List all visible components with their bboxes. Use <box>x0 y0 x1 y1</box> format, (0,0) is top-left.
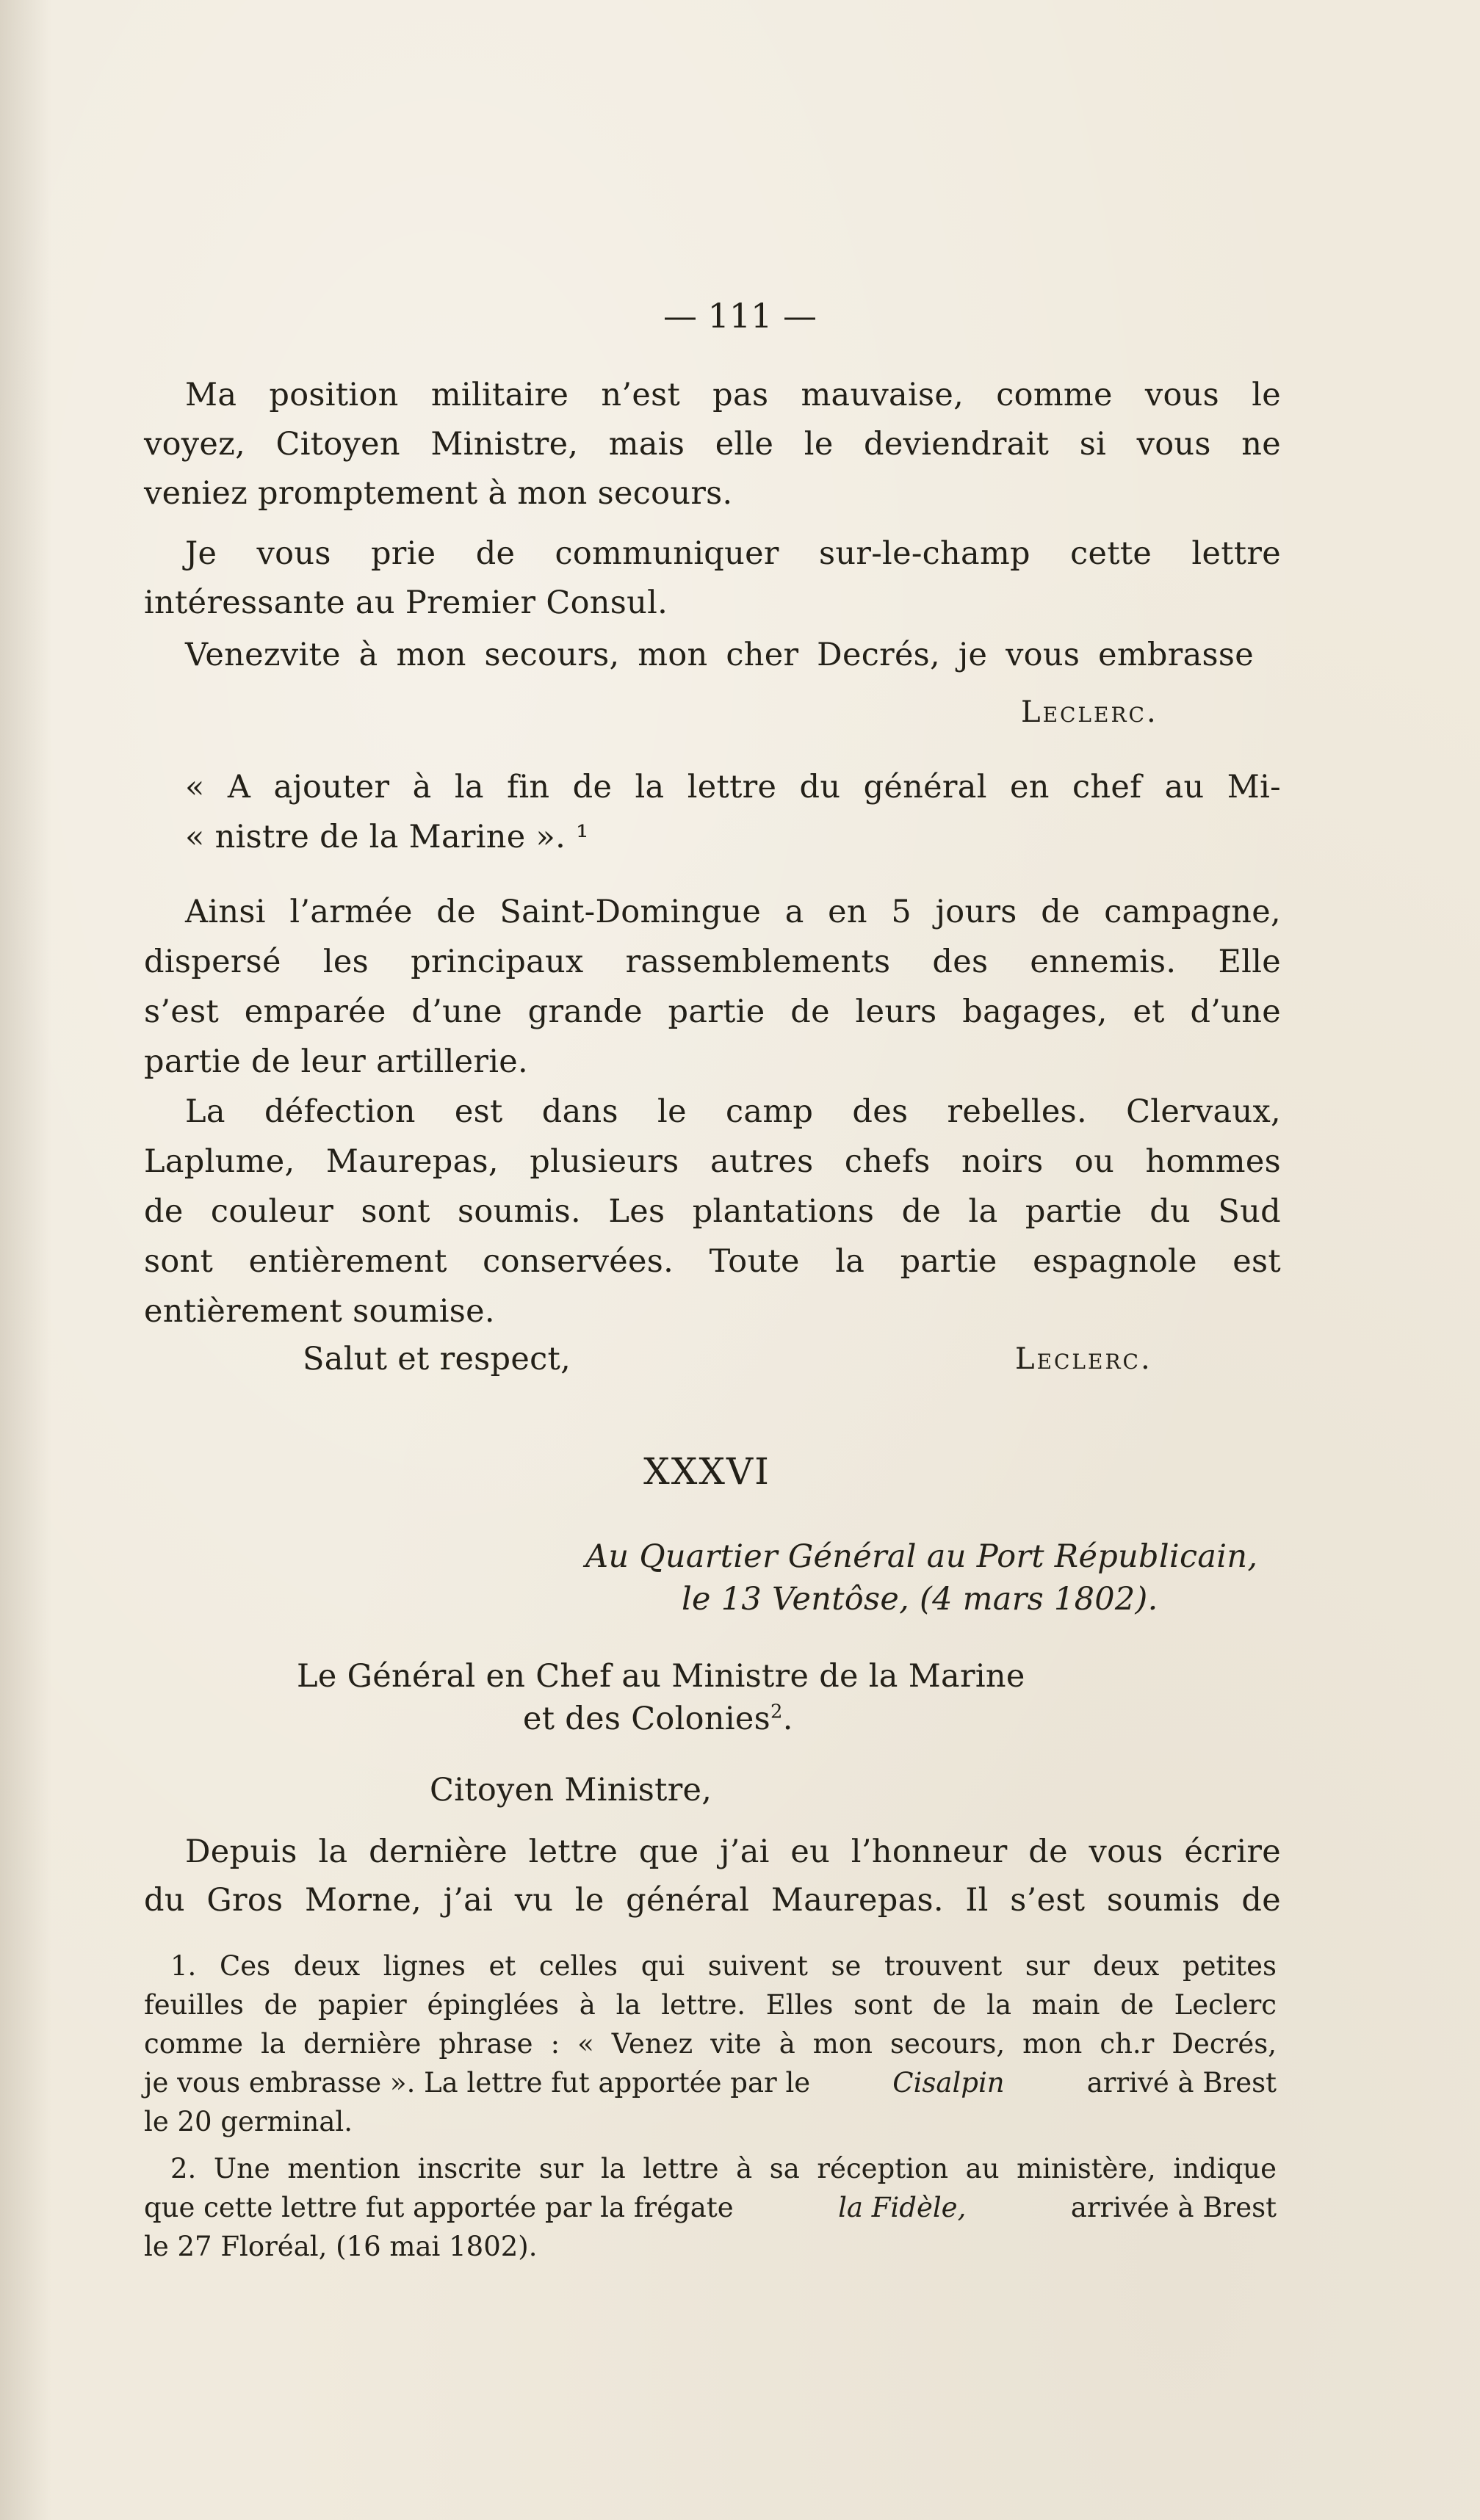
signature: Leclerc. <box>1015 1342 1152 1376</box>
body-line: Ma position militaire n’est pas mauvaise, comme vous le <box>185 377 1281 413</box>
salutation: Citoyen Ministre, <box>430 1772 712 1808</box>
chapter-number: XXXVI <box>643 1450 770 1493</box>
footnote-line: feuilles de papier épinglées à la lettre. Elles sont de la main de Leclerc <box>144 1989 1277 2021</box>
place-date: le 13 Ventôse, (4 mars 1802). <box>682 1581 1158 1618</box>
body-line: veniez promptement à mon secours. <box>144 475 733 512</box>
footnote-marker: 2 <box>770 1701 783 1723</box>
body-line: partie de leur artillerie. <box>144 1043 529 1080</box>
footnote-text: que cette lettre fut apportée par la frégate <box>144 2192 734 2223</box>
body-line: entièrement soumise. <box>144 1293 495 1330</box>
letter-heading: Le Général en Chef au Ministre de la Marine <box>297 1658 1025 1695</box>
footnote-line: le 27 Floréal, (16 mai 1802). <box>144 2231 538 2262</box>
body-line: Depuis la dernière lettre que j’ai eu l’honneur de vous écrire <box>185 1833 1281 1870</box>
letter-heading: et des Colonies$^2$. <box>523 1701 793 1737</box>
body-line: s’est emparée d’une grande partie de leurs bagages, et d’une <box>144 993 1281 1030</box>
footnote-ship-name: Cisalpin <box>892 2067 1005 2099</box>
quote-line: « A ajouter à la fin de la lettre du général en chef au Mi- <box>185 769 1281 805</box>
body-line: Ainsi l’armée de Saint-Domingue a en 5 jours de campagne, <box>185 894 1281 930</box>
footnote-ship-name: la Fidèle, <box>838 2192 967 2223</box>
body-line: La défection est dans le camp des rebelles. Clervaux, <box>185 1093 1281 1130</box>
footnote-line <box>144 2189 1277 2227</box>
place-date: Au Quartier Général au Port Républicain, <box>585 1538 1258 1575</box>
closing: Salut et respect, <box>303 1341 571 1377</box>
body-line: sont entièrement conservées. Toute la partie espagnole est <box>144 1243 1281 1280</box>
body-line: de couleur sont soumis. Les plantations de la partie du Sud <box>144 1193 1281 1230</box>
body-line: intéressante au Premier Consul. <box>144 584 668 621</box>
footnote-line <box>144 2064 1277 2102</box>
footnote-line: comme la dernière phrase : « Venez vite à mon secours, mon ch.r Decrés, <box>144 2028 1277 2060</box>
body-line: Je vous prie de communiquer sur-le-champ cette lettre <box>185 535 1281 572</box>
quote-line: « nistre de la Marine ». ¹ <box>185 819 589 855</box>
body-line: du Gros Morne, j’ai vu le général Maurepas. Il s’est soumis de <box>144 1882 1281 1919</box>
body-line: dispersé les principaux rassemblements des ennemis. Elle <box>144 944 1281 980</box>
body-line: Venezvite à mon secours, mon cher Decrés, je vous embrasse <box>185 637 1254 673</box>
binding-shadow <box>0 0 51 2520</box>
body-line: voyez, Citoyen Ministre, mais elle le deviendrait si vous ne <box>144 426 1281 463</box>
footnote-text: arrivée à Brest <box>1070 2192 1277 2223</box>
footnote-text: je vous embrasse ». La lettre fut apportée par le <box>144 2067 811 2099</box>
body-line: Laplume, Maurepas, plusieurs autres chefs noirs ou hommes <box>144 1143 1281 1180</box>
footnote-line: le 20 germinal. <box>144 2106 353 2137</box>
footnote-text: arrivé à Brest <box>1086 2067 1277 2099</box>
signature: Leclerc. <box>1021 695 1158 729</box>
footnote-line: 1. Ces deux lignes et celles qui suivent se trouvent sur deux petites <box>170 1950 1277 1982</box>
page-number: — 111 — <box>663 296 817 336</box>
footnote-line: 2. Une mention inscrite sur la lettre à sa réception au ministère, indique <box>170 2153 1277 2184</box>
